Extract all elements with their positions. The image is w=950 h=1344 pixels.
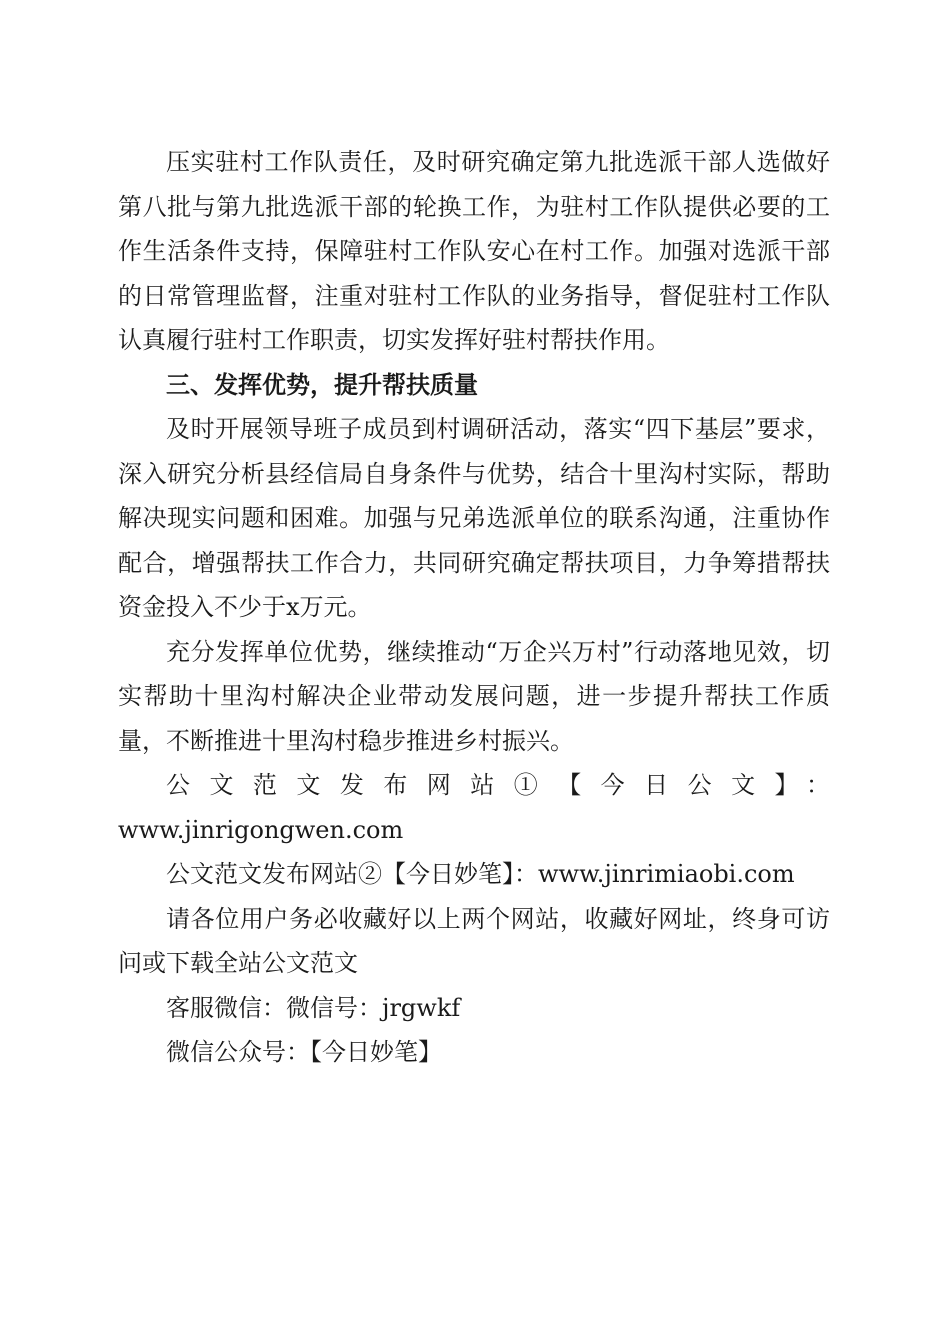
- paragraph-research: 及时开展领导班子成员到村调研活动，落实“四下基层”要求，深入研究分析县经信局自身条件与优势，结合十里沟村实际，帮助解决现实问题和困难。加强与兄弟选派单位的联系沟通，注重协作配合，增强帮扶工作合力，共同研究确定帮扶项目，力争筹措帮扶资金投入不少于x万元。: [118, 415, 830, 621]
- paragraph-advantage: 充分发挥单位优势，继续推动“万企兴万村”行动落地见效，切实帮助十里沟村解决企业带动发展问题，进一步提升帮扶工作质量，不断推进十里沟村稳步推进乡村振兴。: [118, 637, 830, 755]
- wechat-public-account: 微信公众号：【今日妙笔】: [166, 1038, 442, 1066]
- wechat-service: 客服微信：微信号：jrgwkf: [166, 993, 461, 1022]
- site1-label: 公文范文发布网站①【今日公文】：: [166, 771, 830, 799]
- paragraph-duty: 压实驻村工作队责任，及时研究确定第九批选派干部人选做好第八批与第九批选派干部的轮换工作，为驻村工作队提供必要的工作生活条件支持，保障驻村工作队安心在村工作。加强对选派干部的日常管理监督，注重对驻村工作队的业务指导，督促驻村工作队认真履行驻村工作职责，切实发挥好驻村帮扶作用。: [118, 148, 830, 354]
- site2-line[interactable]: 公文范文发布网站②【今日妙笔】：www.jinrimiaobi.com: [166, 860, 795, 888]
- section-heading: 三、发挥优势，提升帮扶质量: [166, 370, 478, 399]
- document-body: [118, 140, 830, 1075]
- bookmark-notice: 请各位用户务必收藏好以上两个网站，收藏好网址，终身可访问或下载全站公文范文: [118, 904, 830, 977]
- site1-url[interactable]: www.jinrigongwen.com: [118, 815, 404, 844]
